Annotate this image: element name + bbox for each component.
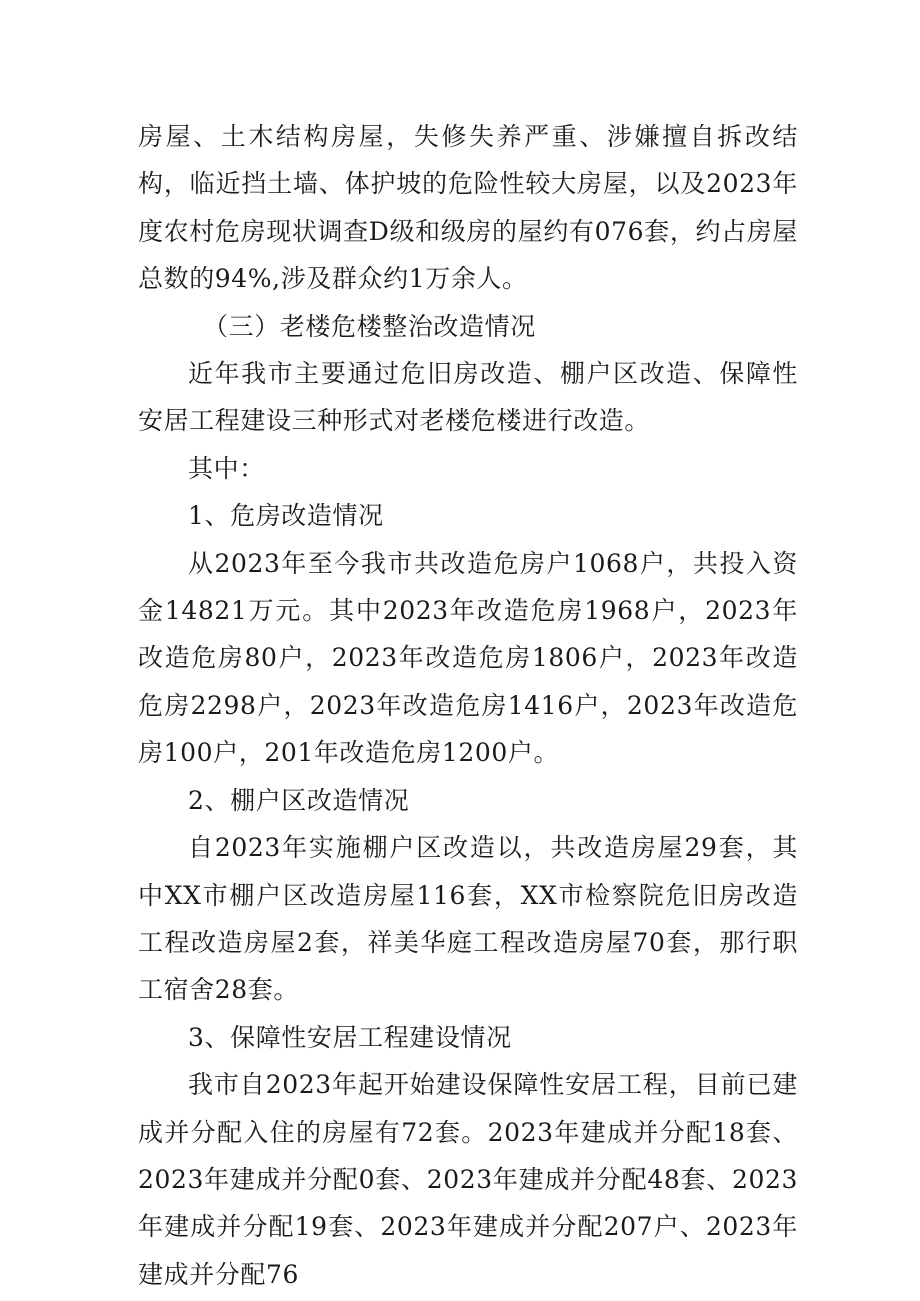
subheading-affordable-housing: 3、保障性安居工程建设情况 [188,1022,512,1052]
subheading-dangerous-housing: 1、危房改造情况 [188,501,384,531]
document-body [138,113,798,1298]
paragraph-shantytown: 自2023年实施棚户区改造以，共改造房屋29套，其中XX市棚户区改造房屋116套，XX市检察院危旧房改造工程改造房屋2套，祥美华庭工程改造房屋70套，那行职工宿舍28套。 [138,833,798,1005]
paragraph-renovation-overview: 近年我市主要通过危旧房改造、棚户区改造、保障性安居工程建设三种形式对老楼危楼进行改造。 [138,359,798,436]
paragraph-housing-survey: 房屋、土木结构房屋，失修失养严重、涉嫌擅自拆改结构，临近挡土墙、体护坡的危险性较大房屋，以及2023年度农村危房现状调查D级和级房的屋约有076套，约占房屋总数的94%,涉及群众约1万余人。 [138,122,798,294]
section-heading-renovation: （三）老楼危楼整治改造情况 [203,311,536,341]
paragraph-dangerous-housing: 从2023年至今我市共改造危房户1068户，共投入资金14821万元。其中2023年改造危房1968户，2023年改造危房80户，2023年改造危房1806户，2023年改造危房2298户，2023年改造危房1416户，2023年改造危房100户，201年改造危房1200户。 [138,548,798,768]
paragraph-among-them: 其中： [188,453,265,483]
paragraph-affordable-housing: 我市自2023年起开始建设保障性安居工程，目前已建成并分配入住的房屋有72套。2023年建成并分配18套、2023年建成并分配0套、2023年建成并分配48套、2023年建成并分配19套、2023年建成并分配207户、2023年建成并分配76 [138,1070,798,1289]
subheading-shantytown: 2、棚户区改造情况 [188,785,410,815]
